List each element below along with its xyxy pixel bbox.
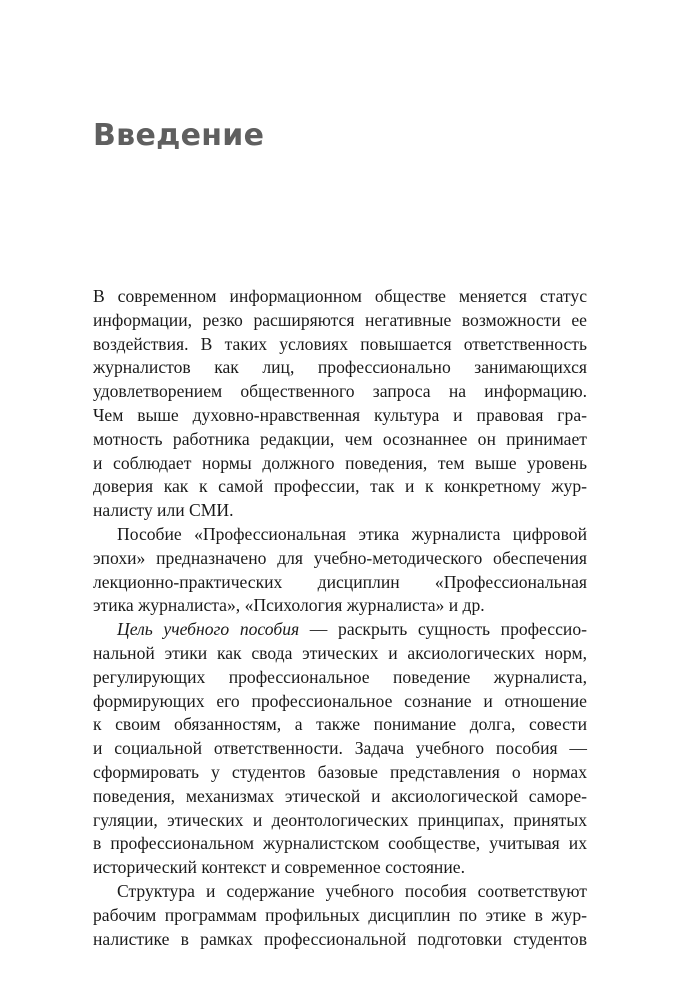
line-text: и социальной ответственности. Задача учебного пособия — xyxy=(93,738,587,759)
line-text: в профессиональном журналистском сообществе, учитывая их xyxy=(93,833,587,854)
emphasis-text: Цель учебного пособия xyxy=(117,619,300,640)
line-text: к своим обязанностям, а также понимание долга, совести xyxy=(93,714,587,735)
text-line xyxy=(93,832,587,856)
text-line xyxy=(93,761,587,785)
text-line xyxy=(93,737,587,761)
line-text: воздействия. В таких условиях повышается ответственность xyxy=(93,333,587,354)
text-line xyxy=(93,356,587,380)
line-text: Чем выше духовно-нравственная культура и правовая гра- xyxy=(93,404,587,425)
text-line xyxy=(93,523,587,547)
text-line xyxy=(93,904,587,928)
line-text: формирующих его профессиональное сознание и отношение xyxy=(93,690,587,711)
line-text: этика журналиста», «Психология журналиста» и др. xyxy=(93,595,485,616)
line-text: Структура и содержание учебного пособия соответствуют xyxy=(117,880,587,901)
text-line xyxy=(93,690,587,714)
text-line xyxy=(93,571,587,595)
text-line xyxy=(93,713,587,737)
text-line xyxy=(93,642,587,666)
text-line xyxy=(93,309,587,333)
text-line xyxy=(93,547,587,571)
text-line xyxy=(93,809,587,833)
text-line xyxy=(93,380,587,404)
text-line xyxy=(93,428,587,452)
text-line xyxy=(93,333,587,357)
text-line xyxy=(93,880,587,904)
line-text: эпохи» предназначено для учебно-методического обеспечения xyxy=(93,547,587,568)
text-line xyxy=(93,499,587,523)
line-text: журналистов как лиц, профессионально занимающихся xyxy=(93,357,587,378)
line-text: исторический контекст и современное состояние. xyxy=(93,857,465,878)
line-text: Пособие «Профессиональная этика журналиста цифровой xyxy=(117,523,587,544)
body-text xyxy=(93,285,587,951)
line-text: удовлетворением общественного запроса на информацию. xyxy=(93,381,587,402)
page-title: Введение xyxy=(93,118,265,153)
line-text: доверия как к самой профессии, так и к конкретному жур- xyxy=(93,476,587,497)
line-text: рабочим программам профильных дисциплин по этике в жур- xyxy=(93,904,587,925)
line-text: информации, резко расширяются негативные возможности ее xyxy=(93,309,587,330)
line-text: В современном информационном обществе меняется статус xyxy=(93,286,587,306)
line-text: регулирующих профессиональное поведение журналиста, xyxy=(93,666,587,687)
text-line xyxy=(93,452,587,476)
line-text: — раскрыть сущность профессио- xyxy=(299,619,587,640)
text-line xyxy=(93,856,587,880)
line-text: нальной этики как свода этических и аксиологических норм, xyxy=(93,642,587,663)
text-line xyxy=(93,285,587,309)
text-line xyxy=(93,928,587,952)
line-text: лекционно-практических дисциплин «Профессиональная xyxy=(93,571,587,592)
text-line xyxy=(93,785,587,809)
line-text: гуляции, этических и деонтологических принципах, принятых xyxy=(93,809,587,830)
line-text: поведения, механизмах этической и аксиологической саморе- xyxy=(93,785,587,806)
text-line xyxy=(93,666,587,690)
line-text: мотность работника редакции, чем осознаннее он принимает xyxy=(93,428,587,449)
text-line xyxy=(93,594,587,618)
line-text: и соблюдает нормы должного поведения, тем выше уровень xyxy=(93,452,587,473)
text-line xyxy=(93,475,587,499)
line-text: сформировать у студентов базовые представления о нормах xyxy=(93,761,587,782)
line-text: налисту или СМИ. xyxy=(93,500,234,521)
text-line xyxy=(93,404,587,428)
text-line xyxy=(93,618,587,642)
line-text: налистике в рамках профессиональной подготовки студентов xyxy=(93,928,587,949)
